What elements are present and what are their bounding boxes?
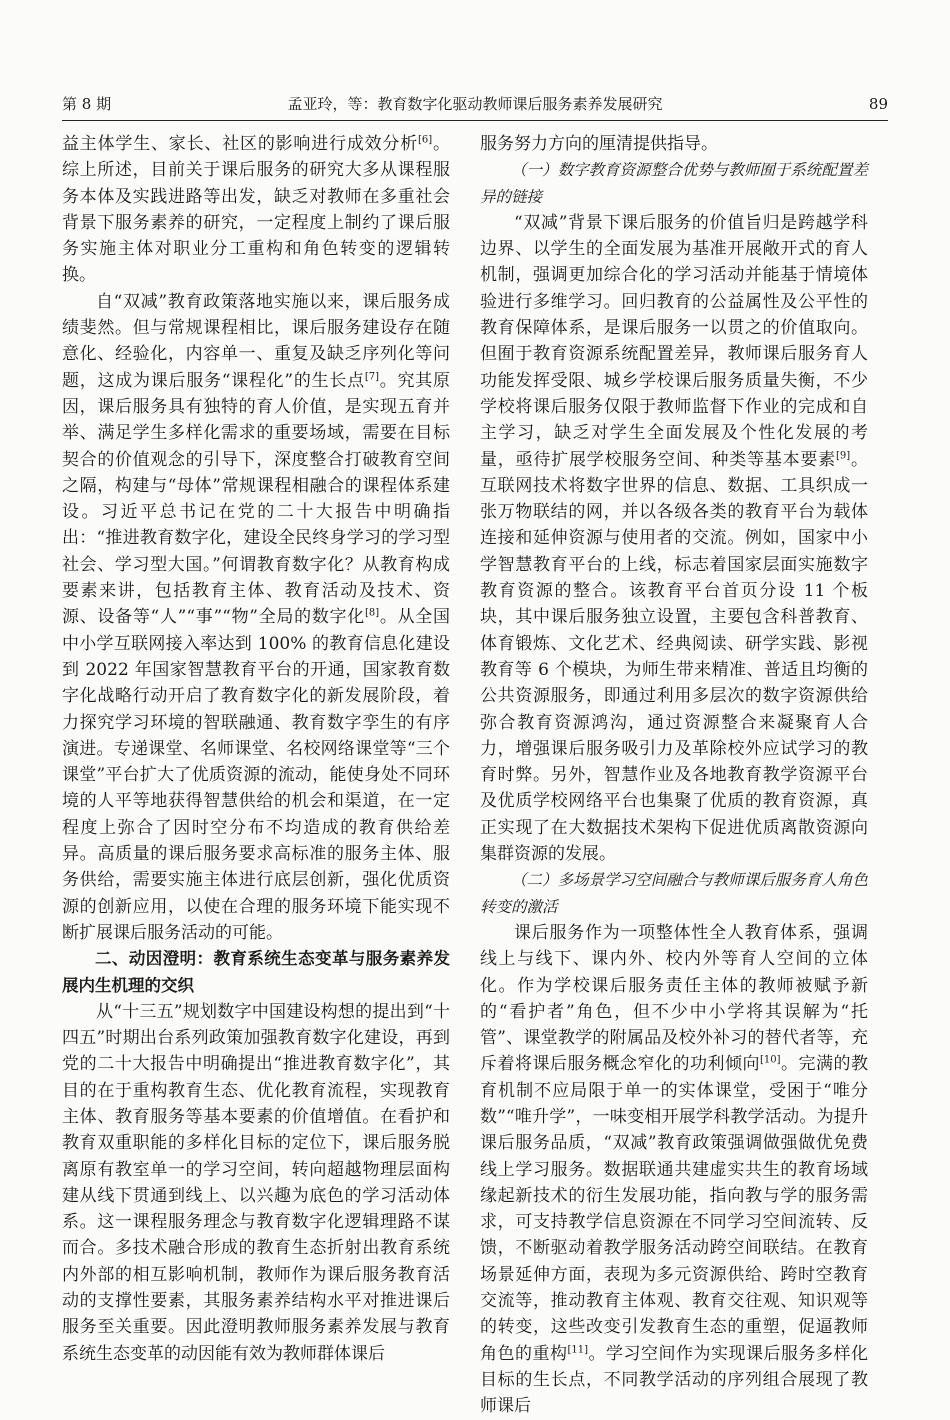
text-run: 。究其原因，课后服务具有独特的育人价值，是实现五育并举、满足学生多样化需求的重要场域，需要在目标契合的价值观念的引导下，深度整合打破教育空间之隔，构建与“母体”常规课程相融合的课程体系建设。习近平总书记在党的二十大报告中明确指出：“推进教育数字化，建设全民终身学习的学习型社会、学习型大国。”何谓教育数字化？从教育构成要素来讲，包括教育主体、教育活动及技术、资源、设备等“人”“事”“物”全局的数字化 (62, 370, 451, 628)
text-run: 。从全国中小学互联网接入率达到 100% 的教育信息化建设到 2022 年国家智慧教育平台的开通，国家教育数字化战略行动开启了教育数字化的新发展阶段，着力探究学习环境的智联融通、教育数字孪生的有序演进。专递课堂、名师课堂、名校网络课堂等“三个课堂”平台扩大了优质资源的流动，能使身处不同环境的人平等地获得智慧供给的机会和渠道，在一定程度上弥合了因时空分布不均造成的教育供给差异。高质量的课后服务要求高标准的服务主体、服务供给，需要实施主体进行底层创新，强化优质资源的创新应用，以使在合理的服务环境下能实现不断扩展课后服务活动的可能。 (62, 607, 450, 943)
text-run: 。学习空间作为实现课后服务多样化目标的生长点，不同教学活动的序列组合展现了教师课后 (480, 1343, 869, 1417)
citation: [10] (759, 1054, 781, 1066)
right-column (480, 131, 868, 1420)
text-run: 。综上所述，目前关于课后服务的研究大多从课程服务本体及实践进路等出发，缺乏对教师在多重社会背景下服务素养的研究，一定程度上制约了课后服务实施主体对职业分工重构和角色转变的逻辑转换。 (62, 134, 451, 286)
text-run: “双减”背景下课后服务的价值旨归是跨越学科边界、以学生的全面发展为基准开展敞开式的育人机制，强调更加综合化的学习活动并能基于情境体验进行多维学习。回归教育的公益属性及公平性的教育保障体系，是课后服务一以贯之的价值取向。但囿于教育资源系统配置差异，教师课后服务育人功能发挥受限、城乡学校课后服务质量失衡，不少学校将课后服务仅限于教师监督下作业的完成和自主学习，缺乏对学生全面发展及个性化发展的考量，亟待扩展学校服务空间、种类等基本要素 (480, 212, 868, 470)
text-run: 课后服务作为一项整体性全人教育体系，强调线上与线下、课内外、校内外等育人空间的立体化。作为学校课后服务责任主体的教师被赋予新的“看护者”角色，但不少中小学将其误解为“托管”、课堂教学的附属品及校外补习的替代者等，充斥着将课后服务概念窄化的功利倾向 (480, 922, 868, 1075)
text-run: 。完满的教育机制不应局限于单一的实体课堂，受困于“唯分数”“唯升学”，一味变相开展学科教学活动。为提升课后服务品质，“双减”教育政策强调做强做优免费线上学习服务。数据联通共建虚实共生的教育场域缘起新技术的衍生发展功能，指向教与学的服务需求，可支持教学信息资源在不同学习空间流转、反馈，不断驱动着教学服务活动跨空间联结。在教育场景延伸方面，表现为多元资源供给、跨时空教育交流等，推动教育主体观、教育交往观、知识观等的转变，这些改变引发教育生态的重塑，促逼教师角色的重构 (480, 1054, 869, 1364)
paragraph (480, 920, 868, 1420)
text-run: 。互联网技术将数字世界的信息、数据、工具织成一张万物联结的网，并以各级各类的教育平台为载体连接和延伸资源与使用者的交流。例如，国家中小学智慧教育平台的上线，标志着国家层面实施数字教育资源的整合。该教育平台首页分设 11 个板块，其中课后服务独立设置，主要包含科普教育、体育锻炼、文化艺术、经典阅读、研学实践、影视教育等 6 个模块，为师生带来精准、普适且均衡的公共资源服务，即通过利用多层次的数字资源供给弥合教育资源鸿沟，通过资源整合来凝聚育人合力，增强课后服务吸引力及革除校外应试学习的教育时弊。另外，智慧作业及各地教育教学资源平台及优质学校网络平台也集聚了优质的教育资源，真正实现了在大数据技术架构下促进优质离散资源向集群资源的发展。 (480, 449, 869, 865)
citation: [6] (418, 134, 433, 146)
paragraph (62, 131, 450, 289)
running-title: 孟亚玲，等：教育数字化驱动教师课后服务素养发展研究 (287, 95, 663, 113)
header-rule (62, 120, 888, 121)
page-number: 89 (868, 95, 888, 113)
paragraph: 服务努力方向的厘清提供指导。 (480, 134, 718, 154)
citation: [11] (567, 1344, 589, 1355)
text-run: 自“双减”教育政策落地实施以来，课后服务成绩斐然。但与常规课程相比，课后服务建设存在随意化、经验化，内容单一、重复及缺乏序列化等问题，这成为课后服务“课程化”的生长点 (62, 291, 450, 391)
text-run: 益主体学生、家长、社区的影响进行成效分析 (62, 134, 419, 154)
subsection-heading: （二）多场景学习空间融合与教师课后服务育人角色转变的激活 (480, 871, 868, 916)
section-heading: 二、动因澄明：教育系统生态变革与服务素养发展内生机理的交织 (62, 949, 450, 995)
citation: [9] (836, 449, 851, 461)
left-column (62, 131, 450, 1367)
subsection-heading: （一）数字教育资源整合优势与教师囿于系统配置差异的链接 (480, 161, 868, 206)
citation: [8] (364, 607, 380, 619)
running-header (62, 92, 888, 116)
issue-number: 第 8 期 (62, 95, 112, 113)
paragraph (62, 289, 450, 946)
paragraph (480, 210, 868, 867)
citation: [7] (364, 371, 380, 383)
paragraph: 从“十三五”规划数字中国建设构想的提出到“十四五”时期出台系列政策加强教育数字化建设，再到党的二十大报告中明确提出“推进教育数字化”，其目的在于重构教育生态、优化教育流程，实现教育主体、教育服务等基本要素的价值增值。在看护和教育双重职能的多样化目标的定位下，课后服务脱离原有教室单一的学习空间，转向超越物理层面构建从线下贯通到线上、以兴趣为底色的学习活动体系。这一课程服务理念与教育数字化逻辑理路不谋而合。多技术融合形成的教育生态折射出教育系统内外部的相互影响机制，教师作为课后服务教育活动的支撑性要素，其服务素养结构水平对推进课后服务至关重要。因此澄明教师服务素养发展与教育系统生态变革的动因能有效为教师群体课后 (62, 1001, 450, 1364)
